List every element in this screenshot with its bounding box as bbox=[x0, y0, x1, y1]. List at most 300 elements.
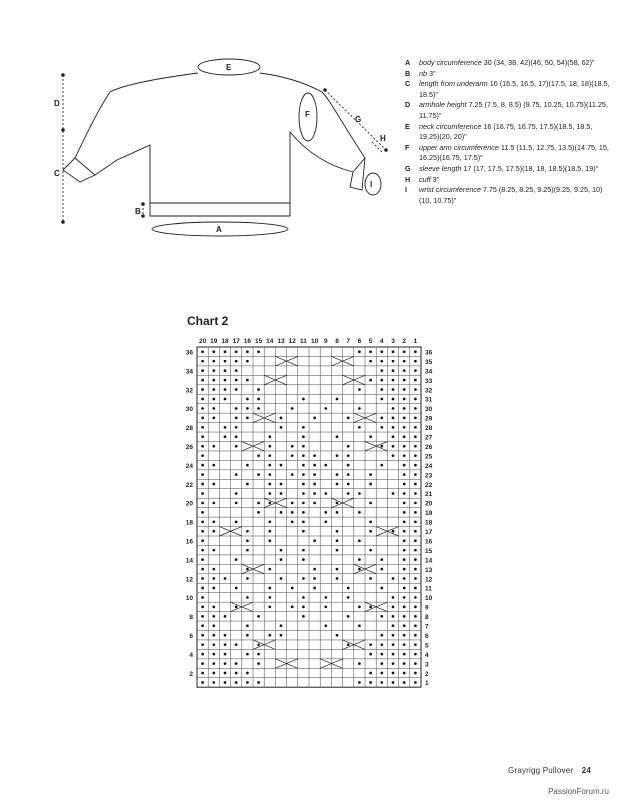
measurement-label: body circumference bbox=[419, 58, 482, 67]
purl-stitch bbox=[403, 596, 406, 599]
purl-stitch bbox=[403, 558, 406, 561]
column-number: 18 bbox=[221, 338, 229, 345]
purl-stitch bbox=[414, 511, 417, 514]
purl-stitch bbox=[403, 662, 406, 665]
purl-stitch bbox=[358, 350, 361, 353]
purl-stitch bbox=[235, 606, 238, 609]
schematic-label-e: E bbox=[226, 63, 232, 72]
purl-stitch bbox=[201, 483, 204, 486]
purl-stitch bbox=[224, 369, 227, 372]
purl-stitch bbox=[392, 369, 395, 372]
purl-stitch bbox=[403, 435, 406, 438]
row-number-right: 2 bbox=[425, 670, 429, 678]
purl-stitch bbox=[268, 492, 271, 495]
purl-stitch bbox=[313, 473, 316, 476]
purl-stitch bbox=[358, 539, 361, 542]
purl-stitch bbox=[212, 379, 215, 382]
purl-stitch bbox=[403, 350, 406, 353]
purl-stitch bbox=[302, 549, 305, 552]
purl-stitch bbox=[403, 417, 406, 420]
purl-stitch bbox=[392, 350, 395, 353]
purl-stitch bbox=[324, 492, 327, 495]
chart-title: Chart 2 bbox=[187, 314, 229, 328]
purl-stitch bbox=[302, 445, 305, 448]
purl-stitch bbox=[201, 369, 204, 372]
purl-stitch bbox=[268, 606, 271, 609]
purl-stitch bbox=[246, 530, 249, 533]
purl-stitch bbox=[403, 407, 406, 410]
purl-stitch bbox=[268, 539, 271, 542]
purl-stitch bbox=[414, 407, 417, 410]
purl-stitch bbox=[403, 520, 406, 523]
row-number-left: 12 bbox=[185, 576, 193, 584]
purl-stitch bbox=[392, 672, 395, 675]
row-number-left: 16 bbox=[185, 538, 193, 546]
purl-stitch bbox=[358, 568, 361, 571]
purl-stitch bbox=[414, 350, 417, 353]
purl-stitch bbox=[380, 615, 383, 618]
purl-stitch bbox=[291, 511, 294, 514]
purl-stitch bbox=[313, 417, 316, 420]
purl-stitch bbox=[235, 445, 238, 448]
purl-stitch bbox=[235, 662, 238, 665]
purl-stitch bbox=[403, 672, 406, 675]
purl-stitch bbox=[369, 681, 372, 684]
purl-stitch bbox=[414, 549, 417, 552]
measurement-value: 7.75 (8.25, 8.25, 9.25)(9.25, 9.25, 10)(10, 10.75)" bbox=[419, 185, 603, 205]
purl-stitch bbox=[246, 672, 249, 675]
purl-stitch bbox=[347, 473, 350, 476]
purl-stitch bbox=[224, 360, 227, 363]
purl-stitch bbox=[336, 398, 339, 401]
purl-stitch bbox=[302, 577, 305, 580]
measurement-label: cuff bbox=[419, 174, 431, 184]
purl-stitch bbox=[403, 388, 406, 391]
column-number: 4 bbox=[379, 338, 384, 345]
purl-stitch bbox=[414, 398, 417, 401]
column-number: 3 bbox=[391, 338, 395, 345]
purl-stitch bbox=[414, 483, 417, 486]
purl-stitch bbox=[246, 681, 249, 684]
purl-stitch bbox=[336, 549, 339, 552]
purl-stitch bbox=[414, 672, 417, 675]
purl-stitch bbox=[291, 473, 294, 476]
purl-stitch bbox=[235, 417, 238, 420]
purl-stitch bbox=[369, 360, 372, 363]
purl-stitch bbox=[324, 520, 327, 523]
purl-stitch bbox=[291, 454, 294, 457]
purl-stitch bbox=[414, 577, 417, 580]
purl-stitch bbox=[403, 681, 406, 684]
purl-stitch bbox=[392, 624, 395, 627]
purl-stitch bbox=[201, 662, 204, 665]
measurement-label: neck circumference bbox=[419, 121, 482, 131]
purl-stitch bbox=[212, 549, 215, 552]
purl-stitch bbox=[212, 417, 215, 420]
purl-stitch bbox=[392, 417, 395, 420]
page-footer bbox=[508, 766, 591, 775]
row-number-right: 4 bbox=[425, 651, 429, 659]
purl-stitch bbox=[280, 511, 283, 514]
column-number: 20 bbox=[198, 338, 207, 345]
purl-stitch bbox=[313, 483, 316, 486]
purl-stitch bbox=[268, 596, 271, 599]
purl-stitch bbox=[291, 407, 294, 410]
row-number-right: 28 bbox=[425, 425, 433, 433]
measurement-key: G bbox=[405, 163, 411, 173]
purl-stitch bbox=[201, 445, 204, 448]
purl-stitch bbox=[235, 388, 238, 391]
purl-stitch bbox=[369, 643, 372, 646]
column-number: 19 bbox=[210, 338, 218, 345]
purl-stitch bbox=[380, 681, 383, 684]
purl-stitch bbox=[414, 520, 417, 523]
purl-stitch bbox=[201, 549, 204, 552]
row-number-right: 11 bbox=[425, 585, 432, 593]
schematic-label-b: B bbox=[135, 207, 141, 216]
purl-stitch bbox=[257, 502, 260, 505]
purl-stitch bbox=[336, 634, 339, 637]
purl-stitch bbox=[336, 511, 339, 514]
purl-stitch bbox=[414, 388, 417, 391]
purl-stitch bbox=[414, 596, 417, 599]
purl-stitch bbox=[324, 407, 327, 410]
purl-stitch bbox=[201, 681, 204, 684]
purl-stitch bbox=[224, 388, 227, 391]
purl-stitch bbox=[392, 379, 395, 382]
purl-stitch bbox=[224, 435, 227, 438]
row-number-right: 20 bbox=[425, 500, 433, 508]
purl-stitch bbox=[380, 653, 383, 656]
purl-stitch bbox=[224, 398, 227, 401]
purl-stitch bbox=[392, 530, 395, 533]
row-number-right: 9 bbox=[425, 604, 429, 612]
purl-stitch bbox=[201, 454, 204, 457]
purl-stitch bbox=[392, 643, 395, 646]
measurement-value: 7.25 (7.5, 8, 8.5) (9.75, 10.25, 10.75)(11.25, 11.75)" bbox=[419, 100, 608, 120]
purl-stitch bbox=[257, 454, 260, 457]
purl-stitch bbox=[302, 502, 305, 505]
purl-stitch bbox=[403, 398, 406, 401]
row-number-right: 31 bbox=[425, 396, 433, 404]
schematic-label-i: I bbox=[370, 180, 373, 189]
purl-stitch bbox=[358, 388, 361, 391]
column-number: 10 bbox=[310, 338, 319, 345]
purl-stitch bbox=[280, 483, 283, 486]
purl-stitch bbox=[235, 643, 238, 646]
purl-stitch bbox=[235, 681, 238, 684]
purl-stitch bbox=[212, 587, 215, 590]
purl-stitch bbox=[414, 634, 417, 637]
purl-stitch bbox=[224, 577, 227, 580]
purl-stitch bbox=[212, 464, 215, 467]
purl-stitch bbox=[324, 464, 327, 467]
row-number-right: 15 bbox=[425, 547, 433, 555]
purl-stitch bbox=[235, 426, 238, 429]
purl-stitch bbox=[380, 426, 383, 429]
purl-stitch bbox=[201, 596, 204, 599]
purl-stitch bbox=[201, 587, 204, 590]
purl-stitch bbox=[414, 530, 417, 533]
schematic-label-g: G bbox=[355, 115, 362, 124]
purl-stitch bbox=[392, 577, 395, 580]
purl-stitch bbox=[268, 435, 271, 438]
purl-stitch bbox=[336, 539, 339, 542]
purl-stitch bbox=[313, 492, 316, 495]
purl-stitch bbox=[313, 577, 316, 580]
purl-stitch bbox=[380, 379, 383, 382]
purl-stitch bbox=[403, 568, 406, 571]
purl-stitch bbox=[347, 492, 350, 495]
purl-stitch bbox=[268, 587, 271, 590]
purl-stitch bbox=[336, 502, 339, 505]
purl-stitch bbox=[392, 492, 395, 495]
measurement-key: D bbox=[405, 100, 411, 110]
purl-stitch bbox=[268, 445, 271, 448]
purl-stitch bbox=[369, 549, 372, 552]
column-number: 6 bbox=[357, 338, 362, 345]
purl-stitch bbox=[380, 445, 383, 448]
purl-stitch bbox=[380, 369, 383, 372]
purl-stitch bbox=[414, 587, 417, 590]
purl-stitch bbox=[324, 624, 327, 627]
measurement-key: F bbox=[405, 142, 410, 152]
purl-stitch bbox=[224, 653, 227, 656]
purl-stitch bbox=[257, 398, 260, 401]
purl-stitch bbox=[246, 568, 249, 571]
purl-stitch bbox=[369, 672, 372, 675]
purl-stitch bbox=[324, 596, 327, 599]
column-number: 2 bbox=[402, 338, 407, 345]
purl-stitch bbox=[201, 473, 204, 476]
purl-stitch bbox=[257, 662, 260, 665]
purl-stitch bbox=[302, 615, 305, 618]
purl-stitch bbox=[246, 539, 249, 542]
purl-stitch bbox=[268, 530, 271, 533]
purl-stitch bbox=[403, 445, 406, 448]
purl-stitch bbox=[212, 681, 215, 684]
row-number-left: 8 bbox=[189, 614, 193, 622]
measurement-label: sleeve length bbox=[419, 163, 462, 173]
purl-stitch bbox=[201, 634, 204, 637]
purl-stitch bbox=[257, 511, 260, 514]
purl-stitch bbox=[280, 549, 283, 552]
row-number-left: 14 bbox=[185, 557, 193, 565]
purl-stitch bbox=[201, 539, 204, 542]
purl-stitch bbox=[414, 473, 417, 476]
purl-stitch bbox=[414, 606, 417, 609]
row-number-right: 7 bbox=[425, 623, 429, 631]
purl-stitch bbox=[302, 558, 305, 561]
purl-stitch bbox=[380, 568, 383, 571]
row-number-left: 4 bbox=[189, 651, 193, 659]
purl-stitch bbox=[324, 606, 327, 609]
row-number-left: 6 bbox=[189, 632, 193, 640]
row-number-right: 8 bbox=[425, 614, 429, 622]
purl-stitch bbox=[380, 662, 383, 665]
purl-stitch bbox=[246, 398, 249, 401]
purl-stitch bbox=[369, 350, 372, 353]
purl-stitch bbox=[246, 350, 249, 353]
purl-stitch bbox=[414, 615, 417, 618]
row-number-right: 23 bbox=[425, 472, 433, 480]
purl-stitch bbox=[246, 549, 249, 552]
purl-stitch bbox=[347, 445, 350, 448]
purl-stitch bbox=[414, 568, 417, 571]
purl-stitch bbox=[201, 672, 204, 675]
purl-stitch bbox=[268, 568, 271, 571]
purl-stitch bbox=[224, 662, 227, 665]
purl-stitch bbox=[403, 643, 406, 646]
purl-stitch bbox=[257, 615, 260, 618]
row-number-right: 18 bbox=[425, 519, 433, 527]
purl-stitch bbox=[280, 426, 283, 429]
purl-stitch bbox=[313, 502, 316, 505]
row-number-right: 21 bbox=[425, 491, 433, 499]
purl-stitch bbox=[302, 606, 305, 609]
purl-stitch bbox=[369, 435, 372, 438]
column-number: 12 bbox=[288, 338, 296, 345]
purl-stitch bbox=[369, 483, 372, 486]
purl-stitch bbox=[224, 672, 227, 675]
purl-stitch bbox=[291, 445, 294, 448]
purl-stitch bbox=[313, 587, 316, 590]
purl-stitch bbox=[392, 388, 395, 391]
row-number-right: 25 bbox=[425, 453, 433, 461]
purl-stitch bbox=[224, 634, 227, 637]
purl-stitch bbox=[212, 606, 215, 609]
purl-stitch bbox=[347, 454, 350, 457]
purl-stitch bbox=[336, 435, 339, 438]
purl-stitch bbox=[212, 624, 215, 627]
purl-stitch bbox=[380, 672, 383, 675]
purl-stitch bbox=[201, 502, 204, 505]
row-number-right: 24 bbox=[425, 462, 433, 470]
purl-stitch bbox=[235, 502, 238, 505]
measurement-key: C bbox=[405, 79, 411, 89]
purl-stitch bbox=[201, 417, 204, 420]
purl-stitch bbox=[358, 606, 361, 609]
purl-stitch bbox=[403, 483, 406, 486]
row-number-right: 26 bbox=[425, 443, 433, 451]
purl-stitch bbox=[403, 454, 406, 457]
purl-stitch bbox=[235, 672, 238, 675]
purl-stitch bbox=[336, 577, 339, 580]
purl-stitch bbox=[336, 568, 339, 571]
purl-stitch bbox=[392, 407, 395, 410]
purl-stitch bbox=[347, 587, 350, 590]
row-number-left: 26 bbox=[185, 443, 193, 451]
purl-stitch bbox=[235, 520, 238, 523]
row-number-left: 2 bbox=[189, 670, 193, 678]
purl-stitch bbox=[212, 653, 215, 656]
purl-stitch bbox=[302, 492, 305, 495]
purl-stitch bbox=[369, 577, 372, 580]
purl-stitch bbox=[403, 615, 406, 618]
row-number-left: 32 bbox=[185, 387, 193, 395]
schematic-label-c: C bbox=[54, 169, 60, 178]
purl-stitch bbox=[212, 530, 215, 533]
purl-stitch bbox=[313, 539, 316, 542]
purl-stitch bbox=[336, 454, 339, 457]
purl-stitch bbox=[324, 511, 327, 514]
purl-stitch bbox=[414, 464, 417, 467]
row-number-right: 16 bbox=[425, 538, 433, 546]
purl-stitch bbox=[302, 511, 305, 514]
purl-stitch bbox=[347, 596, 350, 599]
measurement-label: upper arm circumference bbox=[419, 142, 499, 152]
purl-stitch bbox=[380, 464, 383, 467]
purl-stitch bbox=[201, 426, 204, 429]
purl-stitch bbox=[380, 643, 383, 646]
row-number-right: 35 bbox=[425, 358, 433, 366]
watermark: PassionForum.ru bbox=[548, 787, 609, 796]
measurement-label: rib bbox=[419, 68, 427, 78]
purl-stitch bbox=[257, 643, 260, 646]
row-number-right: 12 bbox=[425, 576, 433, 584]
purl-stitch bbox=[369, 379, 372, 382]
purl-stitch bbox=[201, 360, 204, 363]
row-number-right: 30 bbox=[425, 406, 433, 414]
row-number-left: 20 bbox=[185, 500, 193, 508]
purl-stitch bbox=[212, 577, 215, 580]
purl-stitch bbox=[369, 473, 372, 476]
measurement-value: 3" bbox=[429, 68, 436, 78]
purl-stitch bbox=[257, 388, 260, 391]
purl-stitch bbox=[403, 379, 406, 382]
purl-stitch bbox=[347, 643, 350, 646]
purl-stitch bbox=[224, 379, 227, 382]
purl-stitch bbox=[201, 379, 204, 382]
row-number-right: 19 bbox=[425, 510, 433, 518]
purl-stitch bbox=[224, 615, 227, 618]
purl-stitch bbox=[414, 624, 417, 627]
measurement-key: A bbox=[405, 58, 411, 67]
purl-stitch bbox=[268, 634, 271, 637]
purl-stitch bbox=[201, 568, 204, 571]
row-number-left: 10 bbox=[185, 595, 193, 603]
purl-stitch bbox=[246, 379, 249, 382]
purl-stitch bbox=[302, 454, 305, 457]
row-number-right: 5 bbox=[425, 642, 429, 650]
purl-stitch bbox=[212, 350, 215, 353]
purl-stitch bbox=[414, 379, 417, 382]
purl-stitch bbox=[414, 417, 417, 420]
purl-stitch bbox=[358, 407, 361, 410]
purl-stitch bbox=[257, 653, 260, 656]
purl-stitch bbox=[403, 473, 406, 476]
purl-stitch bbox=[347, 615, 350, 618]
purl-stitch bbox=[392, 606, 395, 609]
purl-stitch bbox=[268, 483, 271, 486]
row-number-left: 30 bbox=[185, 406, 193, 414]
purl-stitch bbox=[313, 568, 316, 571]
purl-stitch bbox=[246, 577, 249, 580]
row-number-left: 24 bbox=[185, 462, 193, 470]
purl-stitch bbox=[280, 624, 283, 627]
row-number-right: 32 bbox=[425, 387, 433, 395]
measurement-value: 3" bbox=[432, 174, 440, 184]
purl-stitch bbox=[392, 435, 395, 438]
row-number-right: 27 bbox=[425, 434, 433, 442]
purl-stitch bbox=[235, 407, 238, 410]
purl-stitch bbox=[224, 350, 227, 353]
purl-stitch bbox=[414, 454, 417, 457]
purl-stitch bbox=[246, 483, 249, 486]
purl-stitch bbox=[392, 426, 395, 429]
purl-stitch bbox=[212, 388, 215, 391]
purl-stitch bbox=[201, 435, 204, 438]
